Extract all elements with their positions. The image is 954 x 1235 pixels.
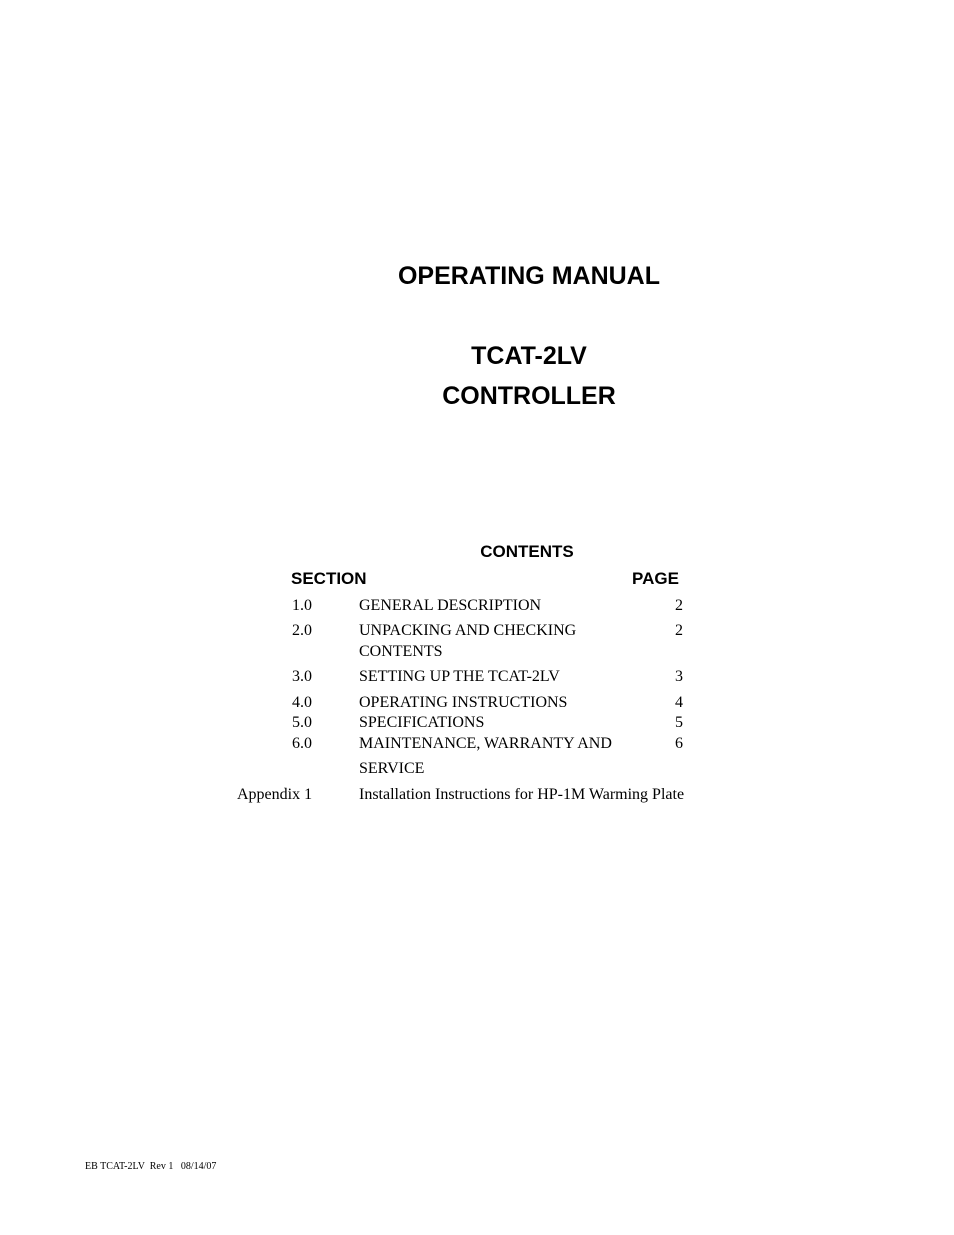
- toc-section-number: 1.0: [292, 597, 312, 614]
- toc-section-title-continued: CONTENTS: [359, 643, 443, 660]
- toc-section-title: MAINTENANCE, WARRANTY AND: [359, 735, 612, 752]
- toc-section-number: 3.0: [292, 668, 312, 685]
- toc-section-title: SPECIFICATIONS: [359, 714, 485, 731]
- toc-section-title-continued: SERVICE: [359, 760, 425, 777]
- toc-appendix-title: Installation Instructions for HP-1M Warming Plate: [359, 786, 685, 803]
- toc-section-number: 6.0: [292, 735, 312, 752]
- page-column-header: PAGE: [632, 569, 679, 588]
- manual-title: OPERATING MANUAL: [397, 262, 661, 290]
- document-footer: EB TCAT-2LV Rev 1 08/14/07: [85, 1161, 217, 1172]
- toc-section-number: 4.0: [292, 694, 312, 711]
- toc-section-title: GENERAL DESCRIPTION: [359, 597, 542, 614]
- model-title: TCAT-2LV: [471, 342, 587, 370]
- toc-page-number: 2: [675, 622, 683, 639]
- section-column-header: SECTION: [291, 569, 367, 588]
- toc-page-number: 5: [675, 714, 683, 731]
- toc-page-number: 4: [675, 694, 683, 711]
- toc-section-title: OPERATING INSTRUCTIONS: [359, 694, 568, 711]
- toc-page-number: 3: [675, 668, 683, 685]
- device-title: CONTROLLER: [442, 382, 616, 410]
- toc-page-number: 6: [675, 735, 683, 752]
- toc-section-number: 5.0: [292, 714, 312, 731]
- toc-section-number: 2.0: [292, 622, 312, 639]
- toc-page-number: 2: [675, 597, 683, 614]
- toc-section-title: SETTING UP THE TCAT-2LV: [359, 668, 560, 685]
- contents-heading: CONTENTS: [480, 542, 574, 561]
- toc-section-title: UNPACKING AND CHECKING: [359, 622, 577, 639]
- toc-appendix-label: Appendix 1: [237, 786, 313, 803]
